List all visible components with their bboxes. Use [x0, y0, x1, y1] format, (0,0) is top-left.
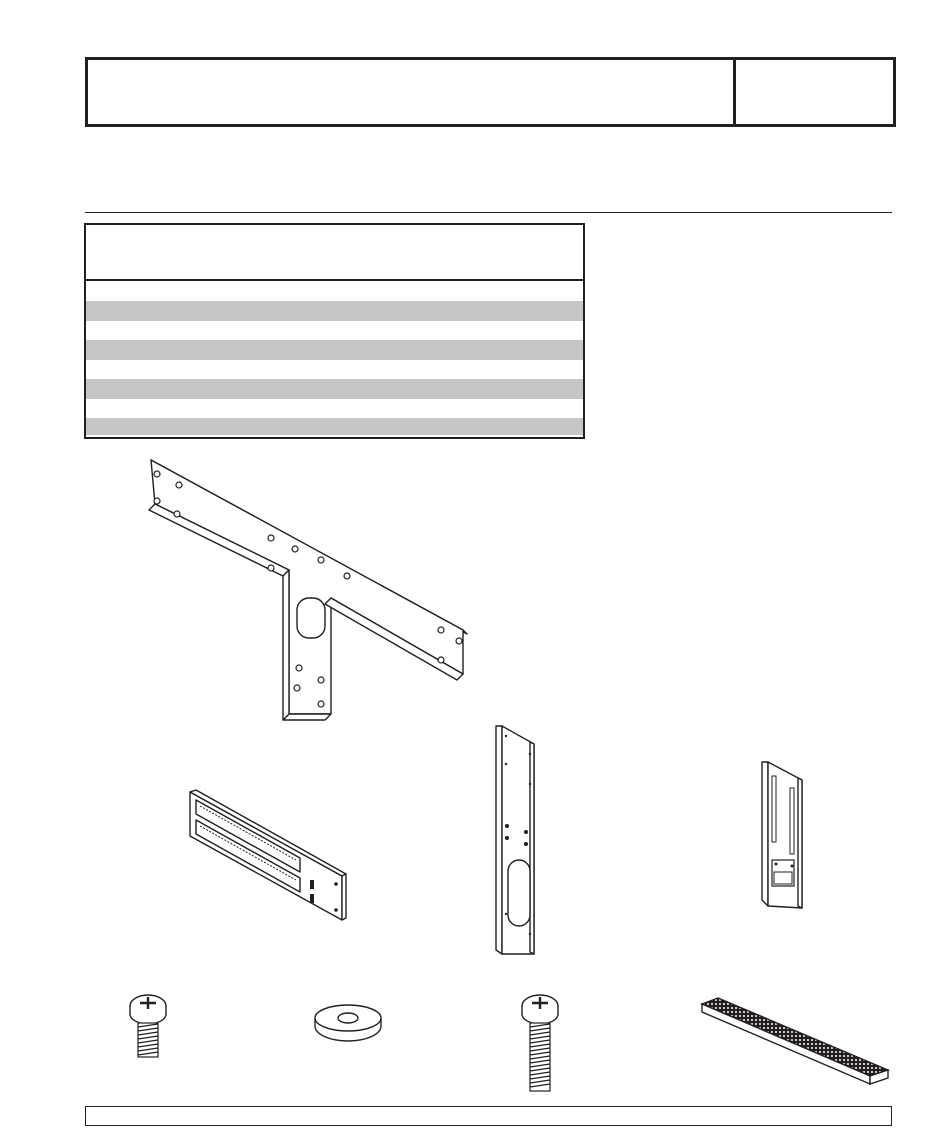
table-row: [86, 418, 583, 435]
t-bracket-icon: [145, 458, 475, 723]
table-row: [86, 399, 583, 419]
parts-table-header: [86, 225, 583, 281]
short-screw-icon: [126, 993, 170, 1059]
table-row: [86, 360, 583, 380]
footer-box: [85, 1106, 892, 1126]
table-row: [86, 281, 583, 301]
slotted-channel-icon: [186, 788, 346, 923]
short-vertical-bracket-icon: [758, 760, 810, 910]
long-vertical-bracket-icon: [490, 724, 546, 956]
table-row: [86, 379, 583, 399]
long-screw-icon: [518, 993, 562, 1095]
section-rule: [85, 212, 892, 213]
table-row: [86, 321, 583, 341]
hook-loop-strip-icon: [698, 994, 892, 1086]
table-row: [86, 340, 583, 360]
document-code: [736, 60, 890, 124]
table-row: [86, 301, 583, 321]
parts-table: [84, 223, 585, 439]
washer-icon: [312, 1003, 384, 1043]
document-title: [88, 60, 733, 124]
